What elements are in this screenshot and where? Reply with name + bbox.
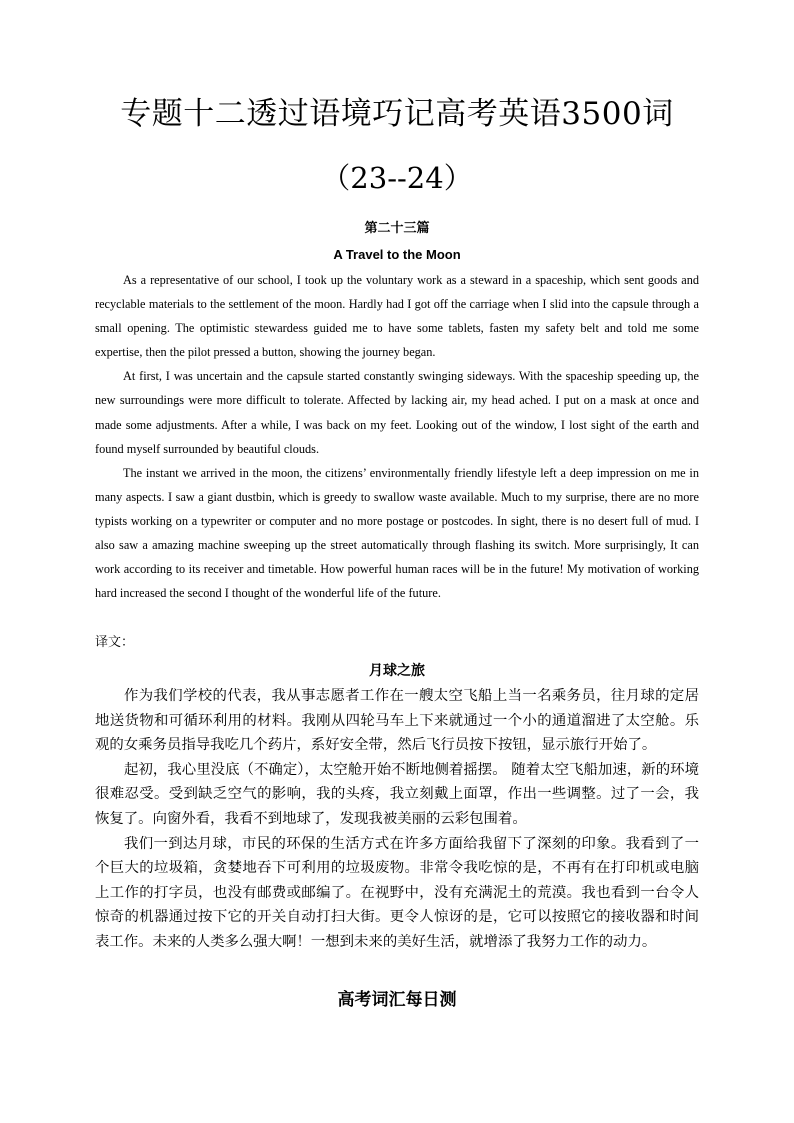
main-title: 专题十二透过语境巧记高考英语3500词 [120,96,674,132]
translation-label: 译文： [95,635,135,650]
english-paragraph: The instant we arrived in the moon, the citizens’ environmentally friendly lifestyle left a deep impression on me in many aspects. I saw a giant dustbin, which is greedy to swallow waste available. Much to my surprise, there are no more typists working on a typewriter or computer and no more postage or postcodes. In sight, there is no desert full of mud. I also saw a amazing machine sweeping up the street automatically through flashing its switch. More surprisingly, It can work according to its receiver and timetable. How powerful human races will be in the future! My motivation of working hard increased the second I thought of the wonderful life of the future. [95,465,699,601]
english-paragraph: As a representative of our school, I took up the voluntary work as a steward in a spaceship, which sent goods and recyclable materials to the settlement of the moon. Hardly had I got off the carriage when I slid into the capsule through a small opening. The optimistic stewardess guided me to have some tablets, fasten my safety belt and told me some expertise, then the pilot pressed a button, showing the journey began. [95,273,699,360]
chinese-paragraph: 我们一到达月球，市民的环保的生活方式在许多方面给我留下了深刻的印象。我看到了一个巨大的垃圾箱，贪婪地吞下可利用的垃圾废物。非常令我吃惊的是，不再有在打印机或电脑上工作的打字员，也没有邮费或邮编了。在视野中，没有充满泥土的荒漠。我也看到一台令人惊奇的机器通过按下它的开关自动打扫大街。更令人惊讶的是，它可以按照它的接收器和时间表工作。未来的人类多么强大啊！一想到未来的美好生活，就增添了我努力工作的动力。 [95,835,699,950]
quiz-section-title: 高考词汇每日测 [337,990,457,1010]
english-article-title: A Travel to the Moon [333,247,461,262]
chinese-paragraph: 起初，我心里没底（不确定），太空舱开始不断地侧着摇摆。 随着太空飞船加速，新的环境很难忍受。受到缺乏空气的影响，我的头疼，我立刻戴上面罩，作出一些调整。过了一会，我恢复了。向窗外看，我看不到地球了，发现我被美丽的云彩包围着。 [95,761,699,827]
english-article-body [95,268,699,605]
chinese-article-body [95,684,699,955]
chinese-paragraph: 作为我们学校的代表，我从事志愿者工作在一艘太空飞船上当一名乘务员，往月球的定居地送货物和可循环利用的材料。我刚从四轮马车上下来就通过一个小的通道溜进了太空舱。乐观的女乘务员指导我吃几个药片，系好安全带，然后飞行员按下按钮，显示旅行开始了。 [95,688,699,754]
section-label: 第二十三篇 [364,221,430,236]
subtitle: （23--24） [321,161,473,195]
chinese-article-title: 月球之旅 [369,663,425,679]
english-paragraph: At first, I was uncertain and the capsule started constantly swinging sideways. With the spaceship speeding up, the new surroundings were more difficult to tolerate. Affected by lacking air, my head ached. I put on a mask at once and made some adjustments. After a while, I was back on my feet. Looking out of the window, I lost sight of the earth and found myself surrounded by beautiful clouds. [95,369,699,456]
